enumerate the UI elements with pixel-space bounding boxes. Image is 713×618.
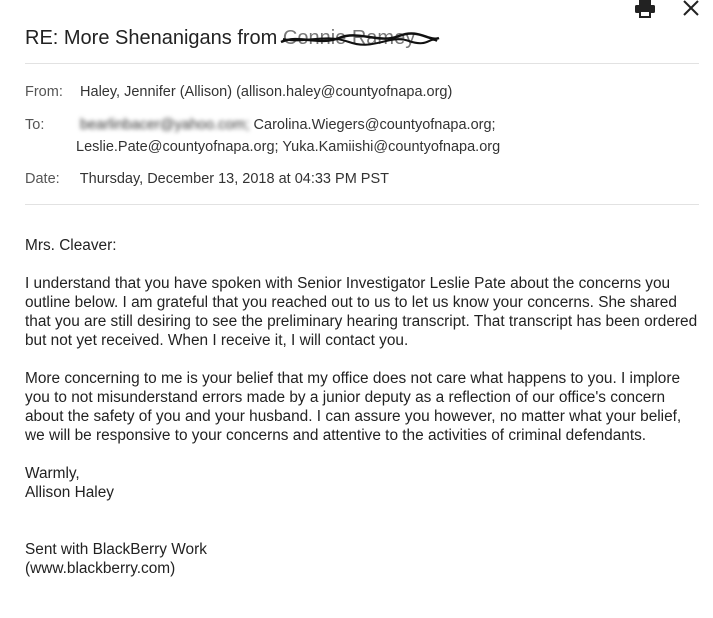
to-row xyxy=(25,117,496,133)
from-label: From: xyxy=(25,84,63,100)
toolbar xyxy=(633,0,703,22)
header-divider-top xyxy=(25,63,699,64)
footer-line-1: Sent with BlackBerry Work xyxy=(25,541,207,558)
subject-text: RE: More Shenanigans from xyxy=(25,27,278,49)
to-recipients-line2[interactable]: Leslie.Pate@countyofnapa.org; Yuka.Kamiishi@countyofnapa.org xyxy=(76,139,501,155)
salutation: Mrs. Cleaver: xyxy=(25,237,117,254)
email-subject xyxy=(25,27,415,50)
footer-line-2: (www.blackberry.com) xyxy=(25,560,176,577)
signature: Allison Haley xyxy=(25,484,114,501)
close-icon xyxy=(682,0,700,18)
closing: Warmly, xyxy=(25,465,80,482)
email-body xyxy=(25,236,705,578)
print-button[interactable] xyxy=(633,0,657,20)
date-value: Thursday, December 13, 2018 at 04:33 PM PST xyxy=(79,171,390,187)
from-row xyxy=(25,84,452,100)
redaction-scribble xyxy=(279,30,441,50)
body-paragraph-1: I understand that you have spoken with Senior Investigator Leslie Pate about the concerns you outline below. I am grateful that you reached out to us to let us know your concerns. She shared that you are still desiring to see the preliminary hearing transcript. That transcript has been ordered but not yet received. When I receive it, I will contact you. xyxy=(25,275,698,349)
subject-redacted-name xyxy=(283,27,415,50)
redacted-sender-name: Connie Ramey xyxy=(282,27,416,49)
date-row xyxy=(25,171,389,187)
close-button[interactable] xyxy=(679,0,703,20)
to-recipient-carolina[interactable]: Carolina.Wiegers@countyofnapa.org; xyxy=(253,117,496,133)
to-row-continued xyxy=(76,139,500,155)
to-label: To: xyxy=(25,117,45,133)
to-redacted-address: bearlinbacer@yahoo.com; xyxy=(80,117,250,133)
print-icon xyxy=(634,0,656,18)
body-paragraph-2: More concerning to me is your belief that my office does not care what happens to you. I implore you to not misunderstand errors made by a junior deputy as a reflection of our office's concern about the safety of you and your husband. I can assure you however, no matter what your belief, we will be responsive to your concerns and attentive to the activities of criminal defendants. xyxy=(25,370,682,444)
from-value[interactable]: Haley, Jennifer (Allison) (allison.haley@countyofnapa.org) xyxy=(80,84,453,100)
header-divider-bottom xyxy=(25,204,699,205)
date-label: Date: xyxy=(25,171,60,187)
